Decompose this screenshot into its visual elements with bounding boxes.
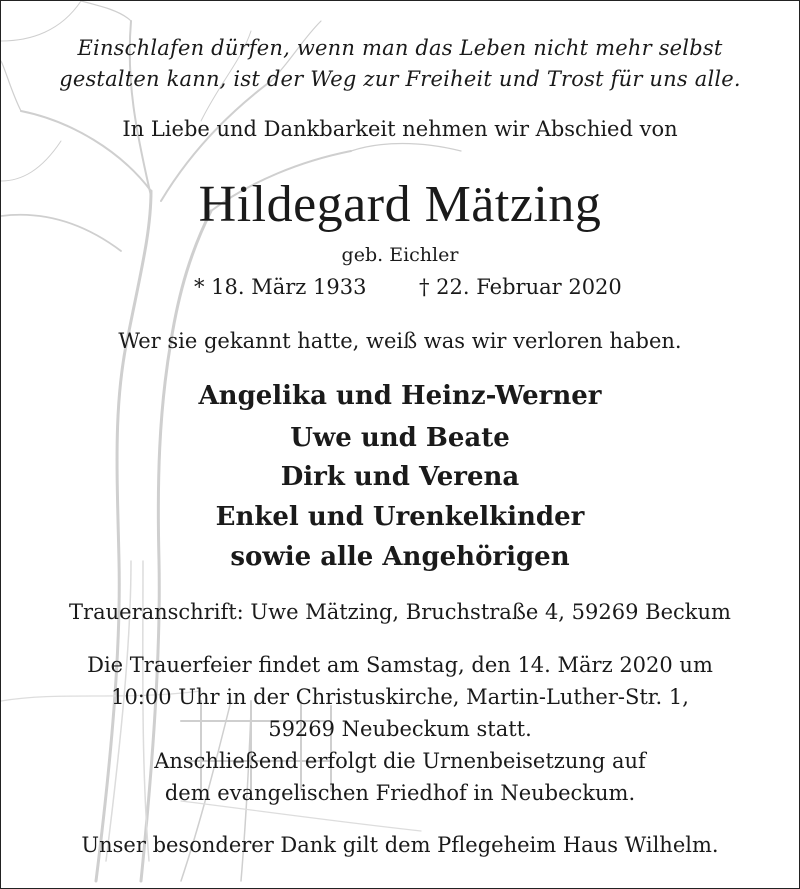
saying-text: Wer sie gekannt hatte, weiß was wir verloren haben. bbox=[118, 329, 682, 353]
birth-date: * 18. März 1933 bbox=[194, 275, 367, 299]
ceremony-line-4: Anschließend erfolgt die Urnenbeisetzung auf bbox=[154, 749, 646, 773]
life-dates bbox=[1, 277, 799, 301]
ceremony-line-2: 10:00 Uhr in der Christuskirche, Martin-Luther-Str. 1, bbox=[111, 685, 689, 709]
mourner-line-3: Dirk und Verena bbox=[280, 462, 520, 492]
mourner-line-1: Angelika und Heinz-Werner bbox=[198, 381, 602, 411]
ceremony-line-1: Die Trauerfeier findet am Samstag, den 14. März 2020 um bbox=[87, 653, 713, 677]
ceremony-line-3: 59269 Neubeckum statt. bbox=[268, 717, 532, 741]
death-date: † 22. Februar 2020 bbox=[419, 275, 622, 299]
deceased-name: Hildegard Mätzing bbox=[198, 176, 602, 233]
quote-line-2: gestalten kann, ist der Weg zur Freiheit und Trost für uns alle. bbox=[59, 67, 741, 91]
ceremony-line-5: dem evangelischen Friedhof in Neubeckum. bbox=[164, 781, 636, 805]
quote-line-1: Einschlafen dürfen, wenn man das Leben nicht mehr selbst bbox=[77, 36, 723, 60]
mourning-address: Traueranschrift: Uwe Mätzing, Bruchstraße 4, 59269 Beckum bbox=[69, 600, 731, 624]
mourner-line-5: sowie alle Angehörigen bbox=[230, 542, 570, 572]
intro-text: In Liebe und Dankbarkeit nehmen wir Abschied von bbox=[122, 117, 678, 141]
mourner-line-2: Uwe und Beate bbox=[290, 423, 510, 453]
thanks-text: Unser besonderer Dank gilt dem Pflegeheim Haus Wilhelm. bbox=[81, 833, 719, 857]
birth-name: geb. Eichler bbox=[341, 244, 459, 266]
mourner-line-4: Enkel und Urenkelkinder bbox=[215, 502, 585, 532]
